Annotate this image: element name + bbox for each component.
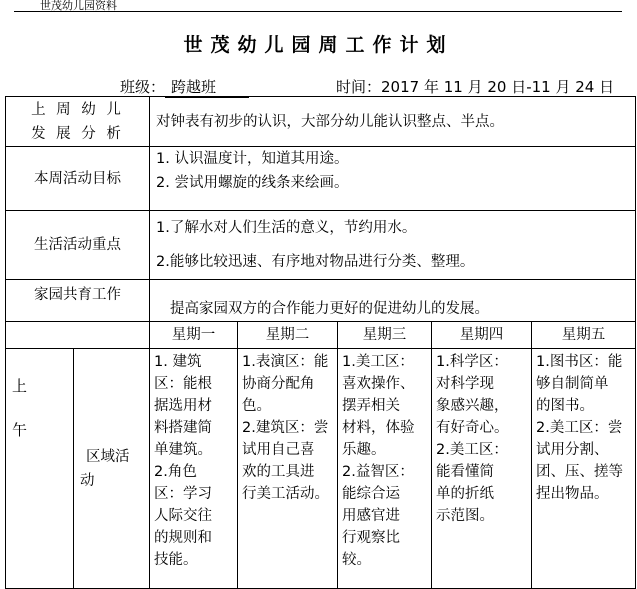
activity-line: 团、压、搓等 <box>536 464 623 480</box>
activity-line: 够自制简单 <box>536 376 609 392</box>
activity-line: 2.美工区： <box>436 442 508 458</box>
activity-tue <box>238 349 338 589</box>
activity-line: 2.美工区：尝 <box>536 420 623 436</box>
activity-line: 用感官进 <box>342 508 400 524</box>
activity-line: 1.表演区：能 <box>242 354 329 370</box>
day-header-fri: 星期五 <box>532 322 636 349</box>
goals-label-cell <box>6 147 150 211</box>
morning-char-1: 上 <box>12 377 28 395</box>
activity-fri <box>532 349 636 589</box>
row-morning-region <box>6 349 636 589</box>
activity-wed <box>338 349 432 589</box>
activity-line: 人际交往 <box>154 508 212 524</box>
activity-line: 有好奇心。 <box>436 420 509 436</box>
home-label-cell <box>6 280 150 322</box>
activity-line: 行美工活动。 <box>242 486 329 502</box>
class-label: 班级： <box>120 78 166 96</box>
activity-line: 欢的工具进 <box>242 464 315 480</box>
activity-line: 2.角色 <box>154 464 197 480</box>
life-content-cell <box>150 211 636 280</box>
activity-thu <box>432 349 532 589</box>
time-label: 时间： <box>336 78 382 96</box>
last-week-label-line1: 上 周 幼 儿 <box>31 101 124 118</box>
activity-line: 喜欢操作、 <box>342 376 415 392</box>
row-home <box>6 280 636 322</box>
activity-line: 据选用材 <box>154 398 212 414</box>
activity-line: 材料，体验 <box>342 420 415 436</box>
activity-line: 区：学习 <box>154 486 212 502</box>
life-label-cell <box>6 211 150 280</box>
activity-line: 行观察比 <box>342 530 400 546</box>
day-header-blank <box>6 322 150 349</box>
region-label-cell <box>74 349 150 589</box>
morning-label-cell <box>6 349 74 589</box>
activity-line: 的图书。 <box>536 398 594 414</box>
activity-line: 摆弄相关 <box>342 398 400 414</box>
morning-char-2: 午 <box>12 421 28 439</box>
region-label-line1: 区域活 <box>86 448 130 465</box>
goals-label: 本周活动目标 <box>34 170 121 187</box>
day-header-mon: 星期一 <box>150 322 238 349</box>
activity-line: 1.美工区： <box>342 354 414 370</box>
time-info <box>336 76 614 97</box>
activity-line: 的规则和 <box>154 530 212 546</box>
goal-item: 1. 认识温度计，知道其用途。 <box>156 151 349 167</box>
last-week-content-cell <box>150 97 636 147</box>
goals-content-cell <box>150 147 636 211</box>
activity-line: 区：能根 <box>154 376 212 392</box>
activity-line: 料搭建简 <box>154 420 212 436</box>
page-title: 世茂幼儿园周工作计划 <box>183 34 454 56</box>
day-header-thu: 星期四 <box>432 322 532 349</box>
time-value: 2017 年 11 月 20 日-11 月 24 日 <box>381 78 615 96</box>
row-last-week <box>6 97 636 147</box>
activity-line: 单的折纸 <box>436 486 494 502</box>
row-goals <box>6 147 636 211</box>
activity-mon <box>150 349 238 589</box>
activity-line: 1. 建筑 <box>154 354 202 370</box>
activity-line: 较。 <box>342 552 371 568</box>
activity-line: 捏出物品。 <box>536 486 609 502</box>
home-content: 提高家园双方的合作能力更好的促进幼儿的发展。 <box>170 301 489 317</box>
activity-line: 单建筑。 <box>154 442 212 458</box>
activity-line: 协商分配角 <box>242 376 315 392</box>
home-label: 家园共育工作 <box>34 287 121 303</box>
last-week-content: 对钟表有初步的认识，大部分幼儿能认识整点、半点。 <box>156 113 504 130</box>
day-header-wed: 星期三 <box>338 322 432 349</box>
activity-line: 技能。 <box>154 552 198 568</box>
home-content-cell <box>150 280 636 322</box>
day-header-tue: 星期二 <box>238 322 338 349</box>
morning-gap <box>12 397 73 419</box>
life-item: 1.了解水对人们生活的意义，节约用水。 <box>156 220 417 236</box>
activity-line: 乐趣。 <box>342 442 386 458</box>
class-info <box>120 76 249 98</box>
row-life <box>6 211 636 280</box>
activity-line: 2.建筑区：尝 <box>242 420 329 436</box>
activity-line: 试用自己喜 <box>242 442 315 458</box>
activity-line: 1.科学区： <box>436 354 508 370</box>
activity-line: 2.益智区： <box>342 464 414 480</box>
activity-line: 色。 <box>242 398 271 414</box>
last-week-label-cell <box>6 97 150 147</box>
last-week-label-line2: 发 展 分 析 <box>31 125 124 142</box>
activity-line: 能看懂简 <box>436 464 494 480</box>
goal-item: 2. 尝试用螺旋的线条来绘画。 <box>156 175 349 191</box>
activity-line: 示范图。 <box>436 508 494 524</box>
activity-line: 1.图书区：能 <box>536 354 623 370</box>
activity-line: 象感兴趣， <box>436 398 509 414</box>
page-header-text: 世茂幼儿园资料 <box>40 0 117 12</box>
life-item: 2.能够比较迅速、有序地对物品进行分类、整理。 <box>156 254 475 270</box>
row-day-headers <box>6 322 636 349</box>
weekly-plan-table <box>5 96 636 589</box>
header-rule <box>14 11 622 12</box>
region-label-line2: 动 <box>80 472 95 489</box>
life-label: 生活活动重点 <box>34 237 121 253</box>
class-name: 跨越班 <box>165 76 249 98</box>
activity-line: 能综合运 <box>342 486 400 502</box>
activity-line: 试用分割、 <box>536 442 609 458</box>
activity-line: 对科学现 <box>436 376 494 392</box>
